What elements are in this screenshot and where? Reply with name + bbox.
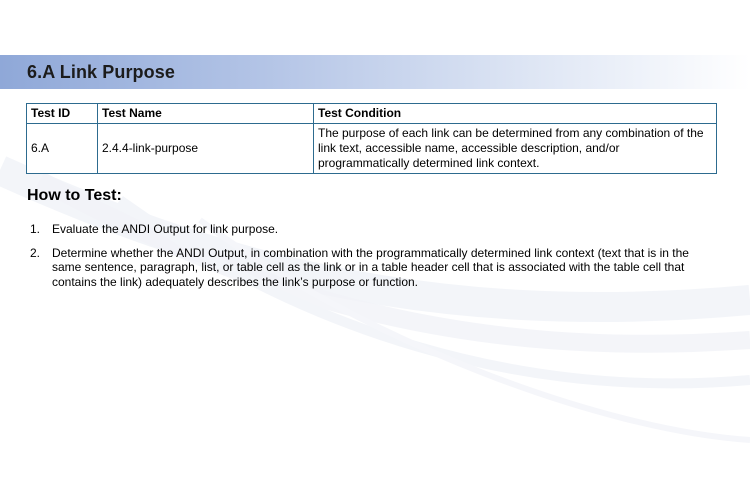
header-test-id: Test ID <box>27 104 98 124</box>
test-info-table <box>26 103 717 174</box>
table-header-row <box>27 104 717 124</box>
steps-list <box>30 222 720 298</box>
cell-test-condition: The purpose of each link can be determined from any combination of the link text, accessible name, accessible description, and/or programmatically determined link context. <box>314 124 717 174</box>
step-number: 1. <box>30 222 41 236</box>
page-title: 6.A Link Purpose <box>27 62 175 82</box>
how-to-heading: How to Test: <box>27 187 122 204</box>
cell-test-id: 6.A <box>27 124 98 174</box>
header-test-condition: Test Condition <box>314 104 717 124</box>
list-item <box>30 222 720 237</box>
header-test-name: Test Name <box>98 104 314 124</box>
step-text: Evaluate the ANDI Output for link purpose. <box>52 222 279 236</box>
cell-test-name: 2.4.4-link-purpose <box>98 124 314 174</box>
table-row <box>27 124 717 174</box>
step-number: 2. <box>30 245 41 260</box>
step-text: Determine whether the ANDI Output, in combination with the programmatically determined link context (text that is in the same sentence, paragraph, list, or table cell as the link or in a table header cell that is associated with the table cell that contains the link) adequately describes the link’s purpose or function. <box>52 245 689 289</box>
list-item <box>30 246 720 290</box>
